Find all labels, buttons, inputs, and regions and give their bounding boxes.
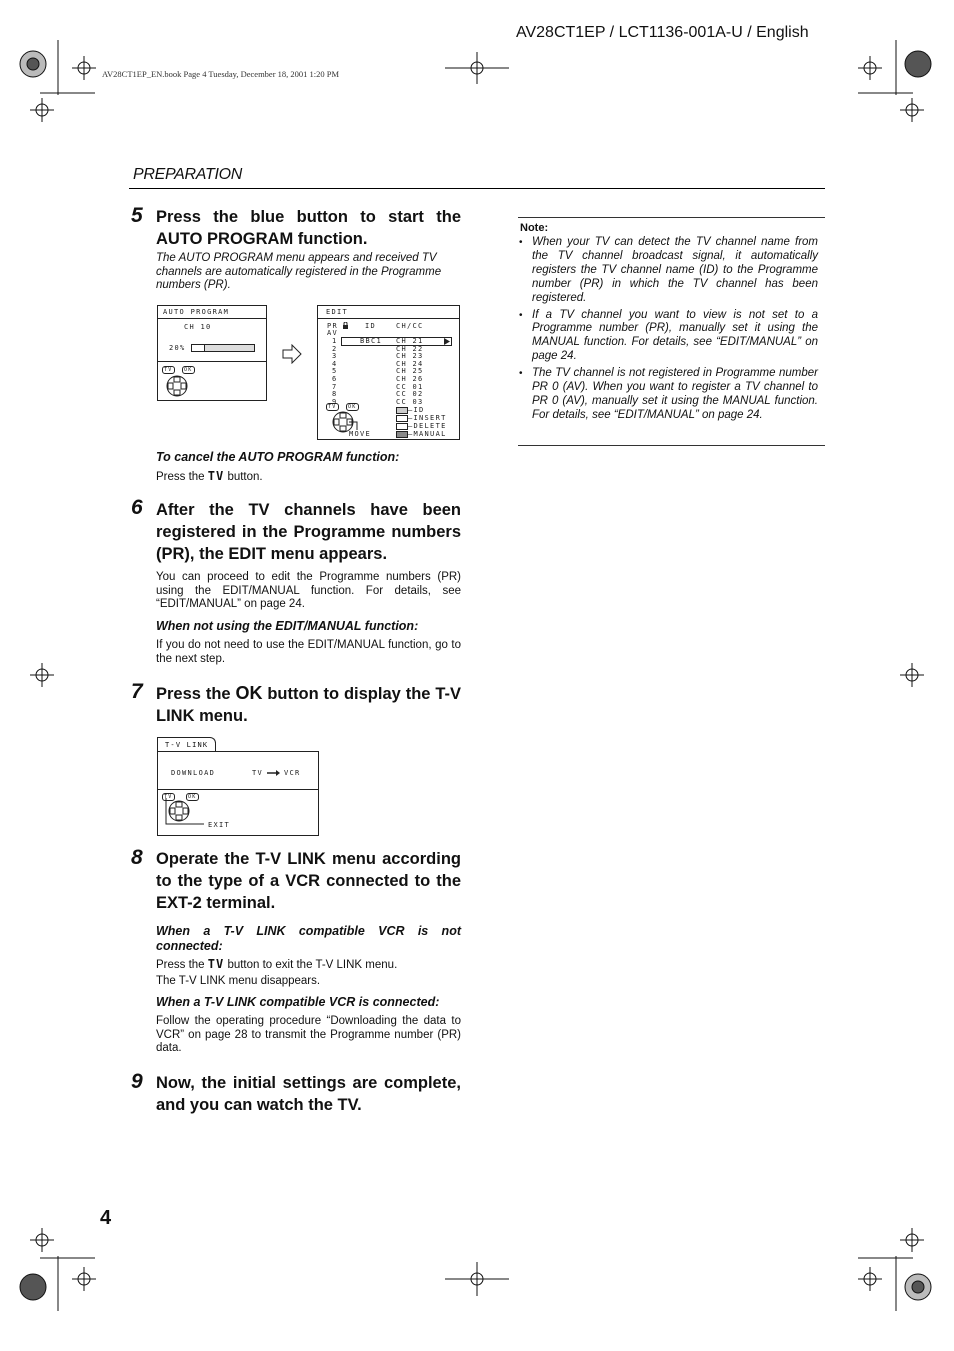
ok-key-icon: OK xyxy=(188,794,197,800)
right-arrow-icon xyxy=(282,344,302,364)
edit-menu xyxy=(317,305,460,440)
note-label: Note: xyxy=(520,222,549,234)
auto-program-percent: 20% xyxy=(169,344,186,352)
tvlink-menu xyxy=(157,751,319,836)
step-9-number: 9 xyxy=(131,1070,143,1093)
tv-button-icon: TV xyxy=(207,957,225,971)
auto-program-channel: CH 10 xyxy=(184,323,212,331)
edit-opt-manual: –MANUAL xyxy=(408,430,447,438)
note-item: • The TV channel is not registered in Programme number PR 0 (AV). When you want to register a TV channel to PR 0 (AV), manually set it using the MANUAL function. For details, see “EDIT/MANUAL” on page 24. xyxy=(518,367,818,423)
edit-row-pr: 1 xyxy=(332,337,338,345)
step-5-cancel-heading: To cancel the AUTO PROGRAM function: xyxy=(156,450,400,464)
edit-row-ch: CH 24 xyxy=(396,359,424,368)
cursor-keys-icon xyxy=(166,375,188,397)
tv-key-icon: TV xyxy=(164,367,173,373)
step-8-heading: Operate the T-V LINK menu according to the type of a VCR connected to the EXT-2 terminal. xyxy=(156,850,461,912)
play-right-icon xyxy=(444,338,450,345)
auto-program-progress-bar xyxy=(191,344,255,352)
note-item: • When your TV can detect the TV channel name from the TV channel broadcast signal, it automatically registers the TV channel name (ID) to the Programme number (PR) in which the TV channel has been registered. xyxy=(518,236,818,306)
step-6-heading: After the TV channels have been registered in the Programme numbers (PR), the EDIT menu appears. xyxy=(156,501,461,563)
edit-col-pr: PR xyxy=(327,322,339,330)
edit-row-pr: 8 xyxy=(332,390,338,399)
auto-program-menu-title: AUTO PROGRAM xyxy=(163,308,230,316)
step-6-sub-body: If you do not need to use the EDIT/MANUAL function, go to the next step. xyxy=(156,639,461,665)
color-key-red-icon xyxy=(396,407,408,414)
step-8-sub1-body: Press the TV button to exit the T-V LINK menu. xyxy=(156,957,398,971)
edit-row-pr: 3 xyxy=(332,352,338,361)
edit-row-ch: CH 26 xyxy=(396,375,424,383)
edit-row-ch: CH 25 xyxy=(396,367,424,376)
tvlink-download-label: DOWNLOAD xyxy=(171,769,216,777)
ok-key-icon: OK xyxy=(348,404,357,410)
section-divider xyxy=(129,188,825,189)
lock-icon xyxy=(342,322,349,330)
step-8-sub1-heading: When a T-V LINK compatible VCR is not connected: xyxy=(156,924,461,953)
tv-button-icon: TV xyxy=(207,469,225,483)
edit-row-pr: 7 xyxy=(332,382,338,391)
edit-row-ch: CH 23 xyxy=(396,352,424,361)
step-8-sub1-body2: The T-V LINK menu disappears. xyxy=(156,975,321,987)
ok-button-icon: OK xyxy=(235,683,263,703)
edit-opt-insert: –INSERT xyxy=(408,414,447,422)
tvlink-tab-label: T-V LINK xyxy=(165,741,209,749)
edit-col-ch: CH/CC xyxy=(396,322,424,330)
edit-row-pr: 9 xyxy=(332,397,338,406)
step-6-sub-heading: When not using the EDIT/MANUAL function: xyxy=(156,619,419,633)
section-title: PREPARATION xyxy=(133,166,243,183)
page-number: 4 xyxy=(100,1207,112,1229)
step-6-number: 6 xyxy=(131,496,143,519)
note-bottom-rule xyxy=(518,445,825,446)
tvlink-exit-label: EXIT xyxy=(208,821,231,829)
auto-program-progress-fill xyxy=(192,345,205,351)
step-5-heading: Press the blue button to start the AUTO PROGRAM function. xyxy=(156,208,461,248)
edit-opt-delete: –DELETE xyxy=(408,422,447,430)
edit-col-id: ID xyxy=(365,322,377,330)
edit-row-ch: CC 02 xyxy=(396,390,424,399)
note-list xyxy=(518,236,818,426)
edit-row-av: AV xyxy=(327,329,339,337)
step-7-number: 7 xyxy=(131,680,143,703)
edit-row-pr: 2 xyxy=(332,344,338,353)
step-6-body: You can proceed to edit the Programme numbers (PR) using the EDIT/MANUAL function. For details, see “EDIT/MANUAL” on page 24. xyxy=(156,571,461,611)
step-9-heading: Now, the initial settings are complete, and you can watch the TV. xyxy=(156,1074,461,1114)
book-info-line: AV28CT1EP_EN.book Page 4 Tuesday, December 18, 2001 1:20 PM xyxy=(102,69,340,79)
document-code-title: AV28CT1EP / LCT1136-001A-U / English xyxy=(516,24,809,41)
step-7-heading: Press the OK button to display the T-V LINK menu. xyxy=(156,683,461,725)
note-top-rule xyxy=(518,217,825,218)
ok-key-icon: OK xyxy=(184,367,193,373)
edit-opt-id: –ID xyxy=(408,406,425,414)
step-8-sub2-heading: When a T-V LINK compatible VCR is connected: xyxy=(156,995,440,1009)
edit-row-pr: 5 xyxy=(332,367,338,376)
edit-row-pr: 6 xyxy=(332,375,338,383)
arrow-right-icon xyxy=(267,770,280,776)
auto-program-menu xyxy=(157,305,267,401)
tv-key-icon: TV xyxy=(164,794,173,800)
tvlink-from-label: TV xyxy=(252,769,264,777)
step-8-number: 8 xyxy=(131,846,143,869)
step-5-body: The AUTO PROGRAM menu appears and received TV channels are automatically registered in the Programme numbers (PR). xyxy=(156,252,442,292)
tvlink-to-label: VCR xyxy=(284,769,301,777)
edit-menu-title: EDIT xyxy=(326,308,349,316)
step-5-cancel-body: Press the TV button. xyxy=(156,469,263,483)
color-key-blue-icon xyxy=(396,431,408,438)
edit-row-ch: CC 03 xyxy=(396,397,424,406)
edit-selected-id: BBC1 xyxy=(360,337,383,345)
step-8-sub2-body: Follow the operating procedure “Downloading the data to VCR” on page 28 to transmit the Programme number (PR) data. xyxy=(156,1015,461,1055)
tv-key-icon: TV xyxy=(328,404,337,410)
edit-row-pr: 4 xyxy=(332,359,338,368)
edit-move-label: MOVE xyxy=(349,430,372,438)
edit-row-ch: CH 21 xyxy=(396,337,424,345)
color-key-yellow-icon xyxy=(396,423,408,430)
edit-row-ch: CH 22 xyxy=(396,344,424,353)
step-5-number: 5 xyxy=(131,204,143,227)
edit-row-ch: CC 01 xyxy=(396,382,424,391)
color-key-green-icon xyxy=(396,415,408,422)
note-item: • If a TV channel you want to view is not set to a Programme number (PR), manually set it using the MANUAL function. For details, see “EDIT/MANUAL” on page 24. xyxy=(518,309,818,365)
